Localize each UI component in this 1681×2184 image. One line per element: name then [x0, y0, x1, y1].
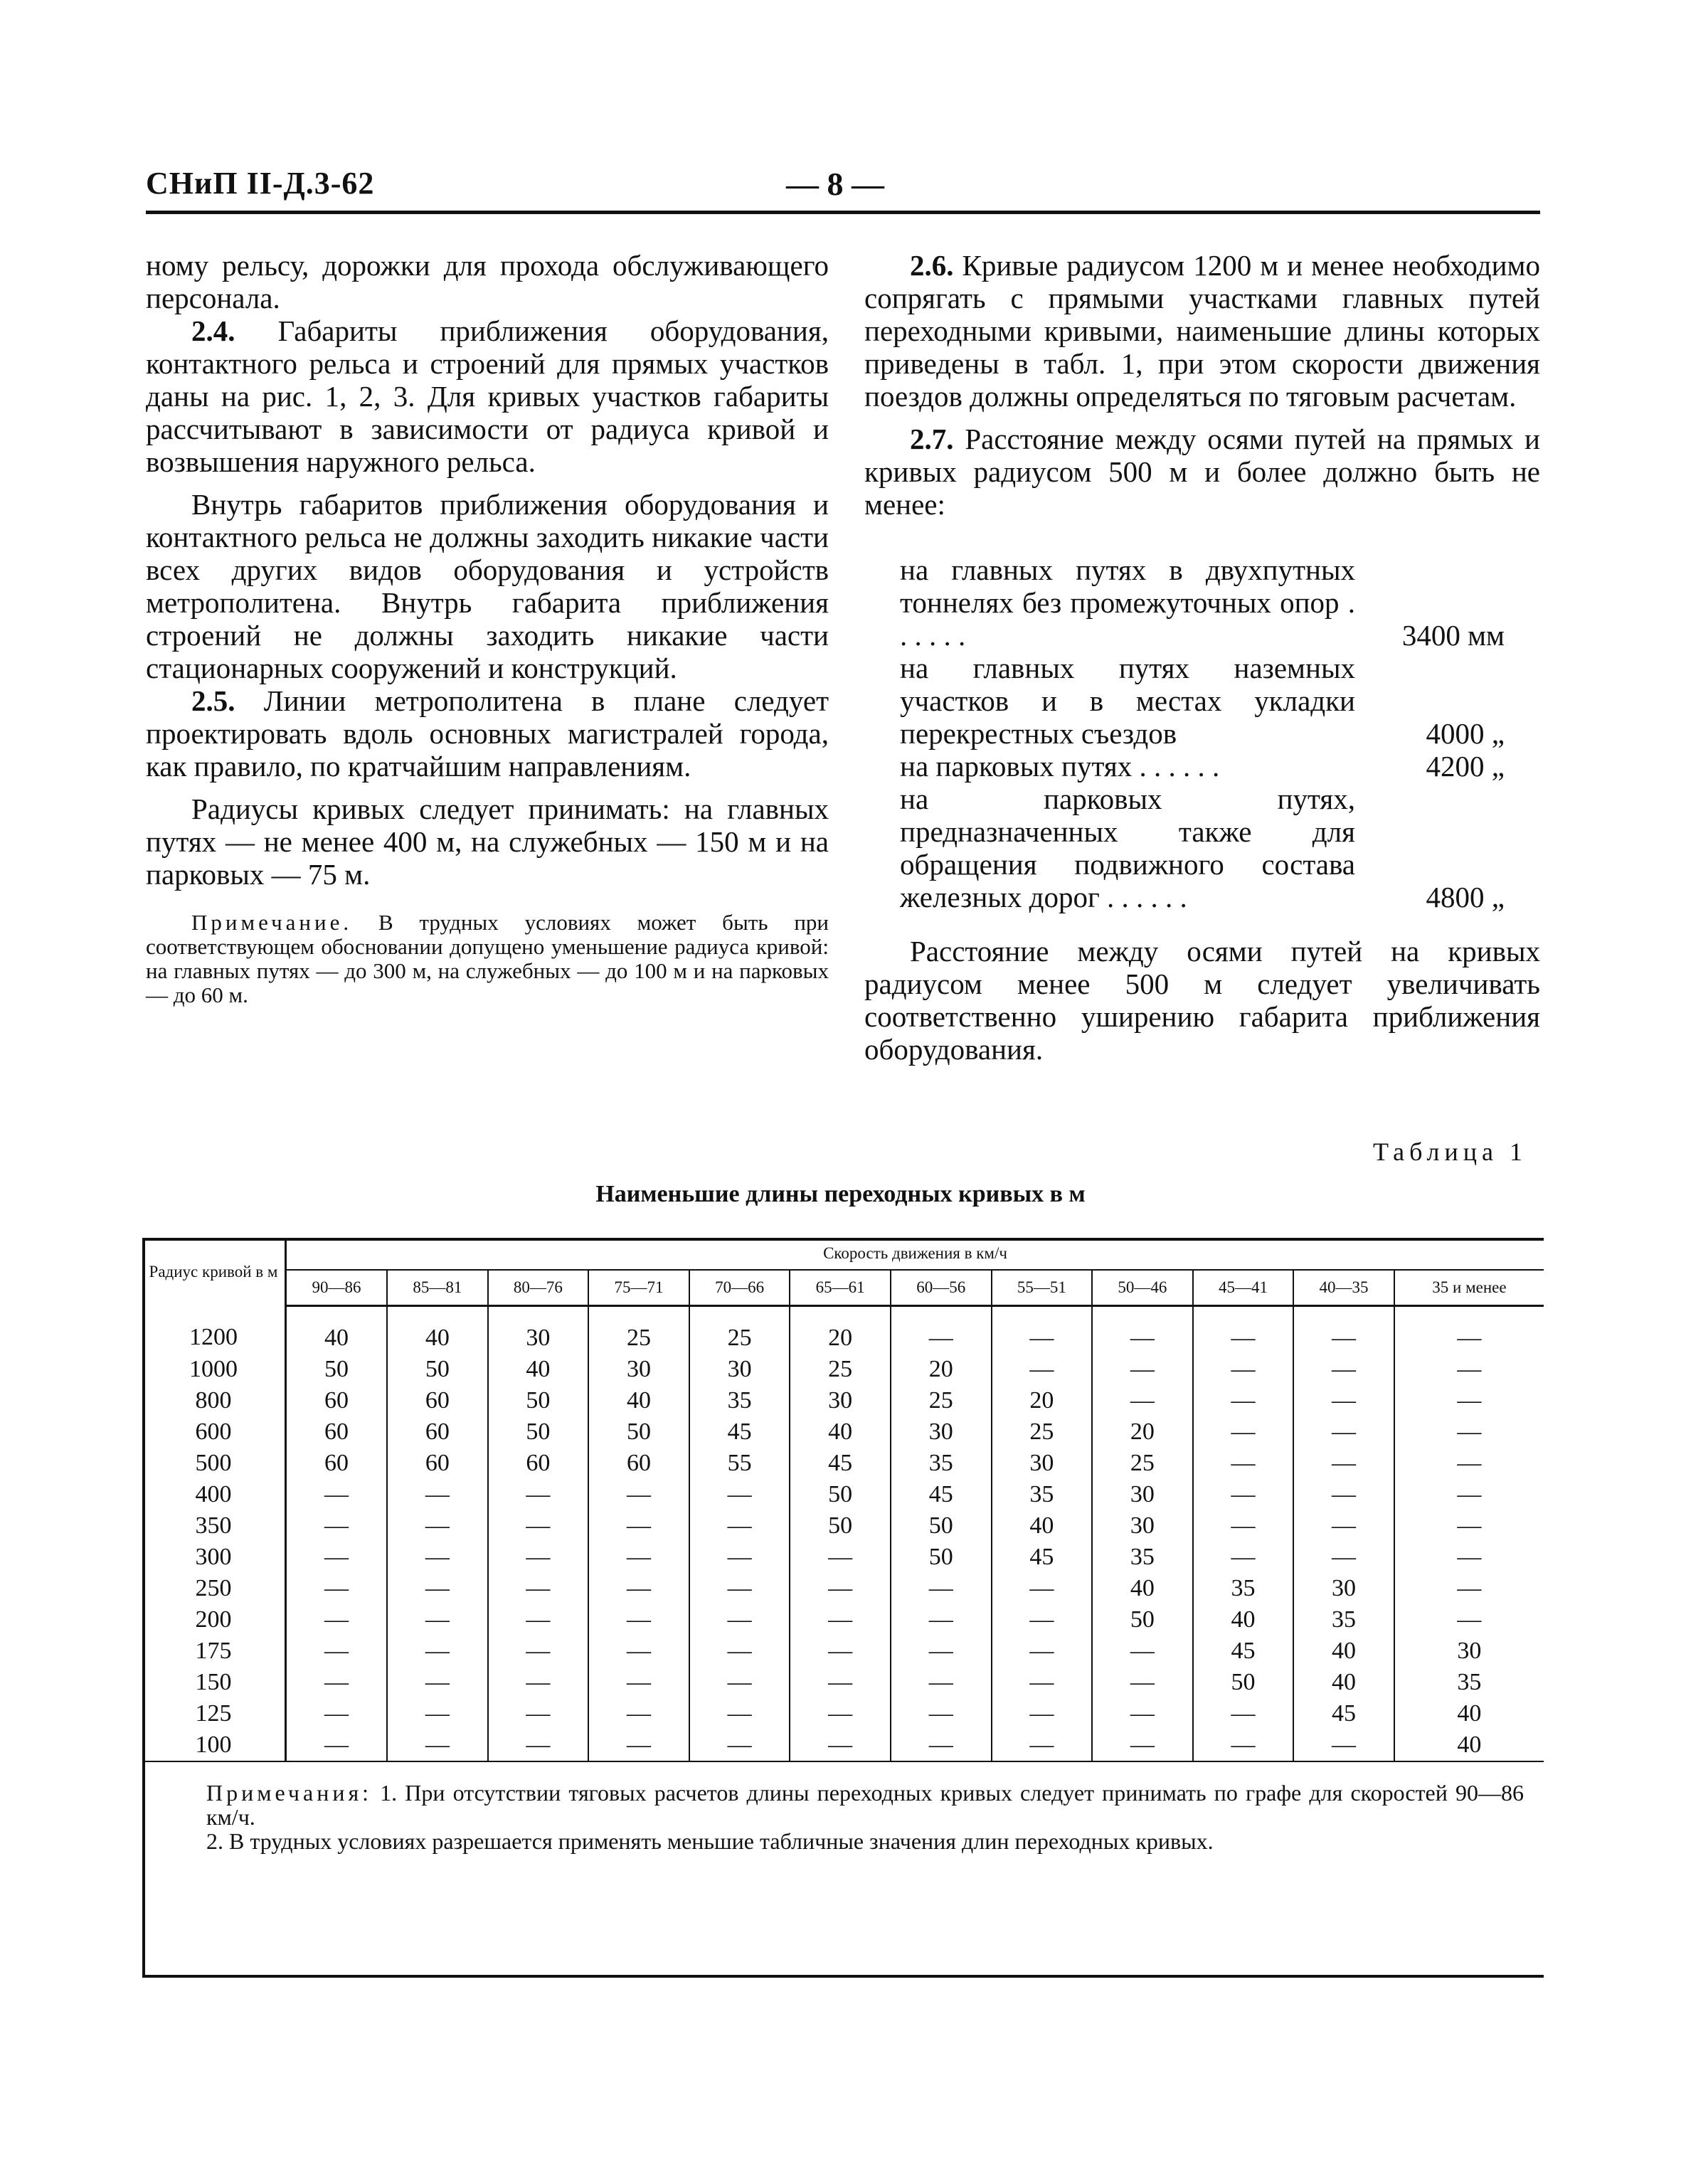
length-cell: — [790, 1636, 891, 1667]
length-cell: 50 [387, 1354, 488, 1385]
radius-cell: 1000 [142, 1354, 286, 1385]
table-row [142, 1542, 1544, 1573]
length-cell: — [1092, 1667, 1193, 1698]
table-row [142, 1573, 1544, 1604]
speed-range-header: 70—66 [689, 1270, 790, 1306]
table-row [142, 1416, 1544, 1448]
length-cell: — [1394, 1306, 1544, 1355]
length-cell: — [689, 1636, 790, 1667]
length-cell: — [790, 1667, 891, 1698]
length-cell: — [1293, 1306, 1394, 1355]
table-row [142, 1636, 1544, 1667]
paragraph: Внутрь габаритов приближения оборудования и контактного рельса не должны заходить никакие части всех других видов оборудования и устройств метрополитена. Внутрь габарита приближения строений не должны заходить никакие части стационарных сооружений и конструкций. [146, 488, 829, 684]
length-cell: — [1394, 1385, 1544, 1416]
length-cell: — [689, 1667, 790, 1698]
length-cell: — [992, 1636, 1093, 1667]
length-cell: — [689, 1479, 790, 1510]
length-cell: — [1193, 1698, 1294, 1729]
length-cell: 35 [689, 1385, 790, 1416]
section-number: 2.5. [191, 684, 235, 717]
list-item [900, 553, 1540, 652]
length-cell: — [992, 1306, 1093, 1355]
speed-range-header: 75—71 [588, 1270, 689, 1306]
length-cell: — [1092, 1385, 1193, 1416]
length-cell: — [488, 1667, 589, 1698]
section-number: 2.6. [910, 249, 954, 282]
length-cell: 60 [324, 1450, 349, 1476]
length-cell: — [588, 1604, 689, 1636]
length-cell: 20 [992, 1385, 1093, 1416]
speed-range-header: 40—35 [1293, 1270, 1394, 1306]
length-cell: — [1193, 1306, 1294, 1355]
length-cell: — [1193, 1416, 1294, 1448]
length-cell: 30 [488, 1306, 589, 1355]
length-cell: 20 [790, 1306, 891, 1355]
length-cell: — [488, 1729, 589, 1761]
length-cell: — [689, 1573, 790, 1604]
length-cell: 45 [790, 1448, 891, 1479]
length-cell: — [1394, 1448, 1544, 1479]
length-cell: — [387, 1573, 488, 1604]
length-cell: — [689, 1729, 790, 1761]
length-cell: — [588, 1698, 689, 1729]
list-item-value: 4200 „ [1426, 750, 1505, 783]
length-cell: 60 [387, 1385, 488, 1416]
length-cell: — [387, 1604, 488, 1636]
length-cell: — [891, 1698, 992, 1729]
length-cell: 50 [891, 1510, 992, 1542]
length-cell: — [1293, 1354, 1394, 1385]
notes-label: Примечания: [206, 1780, 373, 1806]
length-cell: — [992, 1698, 1093, 1729]
length-cell: 45 [891, 1479, 992, 1510]
paragraph: Радиусы кривых следует принимать: на главных путях — не менее 400 м, на служебных — 150 м и на парковых — 75 м. [146, 793, 829, 891]
radius-cell: 100 [142, 1729, 286, 1761]
length-cell: — [324, 1700, 349, 1727]
length-cell: — [689, 1542, 790, 1573]
length-cell: — [689, 1510, 790, 1542]
speed-range-header: 85—81 [387, 1270, 488, 1306]
length-cell: 60 [387, 1416, 488, 1448]
page-number: — 8 — [786, 166, 884, 202]
table-label: Таблица 1 [1373, 1138, 1527, 1166]
list-item-text: на главных путях наземных участков и в местах укладки перекрестных съездов [900, 652, 1355, 750]
note-1-text: 1. При отсутствии тяговых расчетов длины переходных кривых следует принимать по графе для скоростей 90—86 км/ч. [206, 1780, 1524, 1830]
table-note-2: 2. В трудных условиях разрешается применять меньшие табличные значения длин переходных кривых. [206, 1828, 1214, 1854]
length-cell: 30 [689, 1354, 790, 1385]
length-cell: 50 [588, 1416, 689, 1448]
list-item-text: на главных путях в двухпутных тоннелях без промежуточных опор . . . . . . [900, 553, 1355, 652]
length-cell: — [992, 1354, 1093, 1385]
length-cell: 35 [1193, 1573, 1294, 1604]
length-cell: — [324, 1638, 349, 1664]
length-cell: — [1394, 1416, 1544, 1448]
list-item-text: на парковых путях . . . . . . [900, 750, 1220, 783]
section-text: Расстояние между осями путей на прямых и кривых радиусом 500 м и более должно быть не менее: [864, 423, 1540, 521]
table-row [142, 1510, 1544, 1542]
table-row [142, 1698, 1544, 1729]
length-cell: 60 [588, 1448, 689, 1479]
section-2-6 [864, 249, 1540, 413]
section-text: Кривые радиусом 1200 м и менее необходимо сопрягать с прямыми участками главных путей переходными кривыми, наименьшие длины которых приведены в табл. 1, при этом скорости движения поездов должны определяться по тяговым расчетам. [864, 249, 1540, 413]
length-cell: — [1193, 1385, 1294, 1416]
length-cell: 30 [1293, 1573, 1394, 1604]
length-cell: — [1394, 1510, 1544, 1542]
length-cell: — [588, 1573, 689, 1604]
length-cell: — [387, 1510, 488, 1542]
length-cell: 30 [1394, 1636, 1544, 1667]
length-cell: 25 [992, 1416, 1093, 1448]
length-cell: 50 [324, 1356, 349, 1382]
radius-cell: 1200 [142, 1306, 286, 1355]
speed-range-header: 60—56 [891, 1270, 992, 1306]
length-cell: — [387, 1479, 488, 1510]
radius-cell: 800 [142, 1385, 286, 1416]
length-cell: — [1394, 1354, 1544, 1385]
section-text: Линии метрополитена в плане следует проектировать вдоль основных магистралей города, как правило, по кратчайшим направлениям. [146, 684, 829, 783]
length-cell: — [790, 1729, 891, 1761]
speed-range-header: 90—86 [286, 1270, 388, 1306]
length-cell: — [1193, 1729, 1294, 1761]
length-cell: 25 [891, 1385, 992, 1416]
length-cell: 40 [1092, 1573, 1193, 1604]
length-cell: 60 [324, 1387, 349, 1414]
length-cell: 50 [488, 1385, 589, 1416]
length-cell: 30 [992, 1448, 1093, 1479]
length-cell: 25 [790, 1354, 891, 1385]
length-cell: — [992, 1729, 1093, 1761]
section-2-5 [146, 684, 829, 783]
length-cell: — [689, 1604, 790, 1636]
length-cell: — [1193, 1354, 1294, 1385]
length-cell: 50 [1193, 1667, 1294, 1698]
length-cell: — [387, 1729, 488, 1761]
radius-cell: 500 [142, 1448, 286, 1479]
length-cell: 40 [488, 1354, 589, 1385]
note-label: Примечание. [191, 910, 353, 935]
transition-curve-table [142, 1238, 1544, 1870]
radius-column-header: Радиус кривой в м [142, 1238, 286, 1306]
length-cell: 50 [790, 1510, 891, 1542]
length-cell: 35 [1293, 1604, 1394, 1636]
table-row [142, 1448, 1544, 1479]
length-cell: 45 [689, 1416, 790, 1448]
length-cell: — [324, 1512, 349, 1539]
length-cell: — [588, 1479, 689, 1510]
section-2-4 [146, 314, 829, 478]
section-2-7 [864, 423, 1540, 521]
paragraph: Расстояние между осями путей на кривых радиусом менее 500 м следует увеличивать соответственно уширению габарита приближения оборудования. [864, 935, 1540, 1066]
radius-cell: 600 [142, 1416, 286, 1448]
length-cell: 40 [1394, 1729, 1544, 1761]
speed-range-header: 65—61 [790, 1270, 891, 1306]
list-item [900, 750, 1540, 783]
list-item-text: на парковых путях, предназначенных также для обращения подвижного состава железных дорог . . . . . . [900, 783, 1355, 913]
section-text: Габариты приближения оборудования, контактного рельса и строений для прямых участков даны на рис. 1, 2, 3. Для кривых участков габариты рассчитывают в зависимости от радиуса кривой и возвышения наружного рельса. [146, 314, 829, 478]
length-cell: 50 [891, 1542, 992, 1573]
length-cell: 25 [689, 1306, 790, 1355]
length-cell: — [1293, 1510, 1394, 1542]
length-cell: 40 [790, 1416, 891, 1448]
length-cell: — [790, 1604, 891, 1636]
paragraph: ному рельсу, дорожки для прохода обслуживающего персонала. [146, 249, 829, 314]
length-cell: — [1092, 1636, 1193, 1667]
length-cell: — [324, 1544, 349, 1570]
table-title: Наименьшие длины переходных кривых в м [595, 1181, 1086, 1207]
length-cell: — [488, 1542, 589, 1573]
length-cell: 40 [1394, 1698, 1544, 1729]
length-cell: 20 [891, 1354, 992, 1385]
length-cell: — [1293, 1416, 1394, 1448]
length-cell: — [1394, 1542, 1544, 1573]
list-item [900, 652, 1540, 750]
length-cell: — [1193, 1479, 1294, 1510]
table-row [142, 1479, 1544, 1510]
length-cell: 20 [1092, 1416, 1193, 1448]
speed-range-header: 55—51 [992, 1270, 1093, 1306]
length-cell: — [1193, 1448, 1294, 1479]
length-cell: — [1293, 1729, 1394, 1761]
length-cell: 45 [992, 1542, 1093, 1573]
table-bottom-rule [142, 1975, 1544, 1978]
length-cell: — [324, 1732, 349, 1758]
length-cell: 40 [1293, 1636, 1394, 1667]
table-row [142, 1354, 1544, 1385]
radius-cell: 350 [142, 1510, 286, 1542]
speed-column-header: Скорость движения в км/ч [286, 1238, 1544, 1270]
length-cell: — [488, 1636, 589, 1667]
length-cell: — [588, 1729, 689, 1761]
length-cell: 45 [1193, 1636, 1294, 1667]
length-cell: 40 [588, 1385, 689, 1416]
length-cell: 40 [1293, 1667, 1394, 1698]
section-number: 2.7. [910, 423, 954, 455]
length-cell: 35 [891, 1448, 992, 1479]
length-cell: 60 [387, 1448, 488, 1479]
radius-cell: 125 [142, 1698, 286, 1729]
length-cell: — [387, 1698, 488, 1729]
length-cell: 30 [790, 1385, 891, 1416]
length-cell: 40 [1193, 1604, 1294, 1636]
list-item [900, 783, 1540, 913]
length-cell: — [324, 1669, 349, 1695]
length-cell: 25 [588, 1306, 689, 1355]
length-cell: — [1394, 1604, 1544, 1636]
header-rule [146, 211, 1540, 214]
length-cell: — [387, 1667, 488, 1698]
list-item-value: 4800 „ [1426, 881, 1505, 913]
length-cell: — [324, 1575, 349, 1601]
length-cell: 35 [1394, 1667, 1544, 1698]
speed-range-header: 50—46 [1092, 1270, 1193, 1306]
table-row [142, 1385, 1544, 1416]
table-notes-row [142, 1761, 1544, 1870]
length-cell: — [992, 1573, 1093, 1604]
length-cell: — [891, 1573, 992, 1604]
left-column [146, 249, 829, 1007]
length-cell: 50 [790, 1479, 891, 1510]
radius-cell: 200 [142, 1604, 286, 1636]
length-cell: — [1394, 1479, 1544, 1510]
length-cell: — [1092, 1729, 1193, 1761]
length-cell: — [488, 1510, 589, 1542]
note-text: В трудных условиях может быть при соответствующем обосновании допущено уменьшение радиуса кривой: на главных путях — до 300 м, на служебных — до 100 м и на парковых — до 60 м. [146, 910, 829, 1007]
length-cell: — [488, 1479, 589, 1510]
length-cell: — [324, 1481, 349, 1507]
length-cell: — [891, 1667, 992, 1698]
list-item-value: 4000 „ [1426, 717, 1505, 750]
length-cell: — [891, 1604, 992, 1636]
length-cell: — [1092, 1698, 1193, 1729]
length-cell: — [1293, 1542, 1394, 1573]
length-cell: — [324, 1606, 349, 1633]
length-cell: 40 [387, 1306, 488, 1355]
page-header [146, 165, 1540, 215]
table-note-1 [206, 1781, 1524, 1829]
table-notes [142, 1761, 1544, 1870]
length-cell: — [588, 1636, 689, 1667]
distance-list [900, 553, 1540, 913]
length-cell: — [1092, 1354, 1193, 1385]
length-cell: 60 [488, 1448, 589, 1479]
length-cell: — [1293, 1385, 1394, 1416]
length-cell: — [689, 1698, 790, 1729]
length-cell: — [891, 1636, 992, 1667]
length-cell: 55 [689, 1448, 790, 1479]
length-cell: — [588, 1542, 689, 1573]
length-cell: — [1293, 1448, 1394, 1479]
radius-cell: 300 [142, 1542, 286, 1573]
table-row [142, 1667, 1544, 1698]
length-cell: — [588, 1667, 689, 1698]
radius-cell: 175 [142, 1636, 286, 1667]
length-cell: 30 [891, 1416, 992, 1448]
length-cell: — [488, 1698, 589, 1729]
speed-range-header: 35 и менее [1394, 1270, 1544, 1306]
length-cell: — [1394, 1573, 1544, 1604]
speed-range-header: 80—76 [488, 1270, 589, 1306]
length-cell: 45 [1293, 1698, 1394, 1729]
length-cell: 60 [324, 1419, 349, 1445]
length-cell: — [992, 1604, 1093, 1636]
length-cell: — [1092, 1306, 1193, 1355]
table-row [142, 1604, 1544, 1636]
table-row [142, 1729, 1544, 1761]
length-cell: — [992, 1667, 1093, 1698]
speed-range-header: 45—41 [1193, 1270, 1294, 1306]
length-cell: 30 [1092, 1510, 1193, 1542]
note [146, 911, 829, 1007]
length-cell: 25 [1092, 1448, 1193, 1479]
radius-cell: 400 [142, 1479, 286, 1510]
length-cell: — [790, 1698, 891, 1729]
length-cell: — [1193, 1542, 1294, 1573]
length-cell: — [588, 1510, 689, 1542]
length-cell: — [790, 1542, 891, 1573]
table-row [142, 1306, 1544, 1355]
length-cell: 40 [992, 1510, 1093, 1542]
length-cell: — [1293, 1479, 1394, 1510]
radius-cell: 150 [142, 1667, 286, 1698]
list-item-value: 3400 мм [1401, 619, 1505, 652]
table-1 [142, 1238, 1544, 1978]
length-cell: — [488, 1604, 589, 1636]
length-cell: — [790, 1573, 891, 1604]
length-cell: 30 [1092, 1479, 1193, 1510]
length-cell: 50 [1092, 1604, 1193, 1636]
length-cell: 50 [488, 1416, 589, 1448]
length-cell: — [891, 1729, 992, 1761]
section-number: 2.4. [191, 314, 235, 347]
document-code: СНиП II-Д.3-62 [146, 166, 375, 201]
right-column [864, 249, 1540, 1066]
radius-cell: 250 [142, 1573, 286, 1604]
length-cell: — [387, 1636, 488, 1667]
length-cell: 35 [1092, 1542, 1193, 1573]
length-cell: — [488, 1573, 589, 1604]
length-cell: 40 [324, 1325, 349, 1351]
length-cell: — [891, 1306, 992, 1355]
length-cell: 30 [588, 1354, 689, 1385]
length-cell: — [387, 1542, 488, 1573]
length-cell: — [1193, 1510, 1294, 1542]
length-cell: 35 [992, 1479, 1093, 1510]
